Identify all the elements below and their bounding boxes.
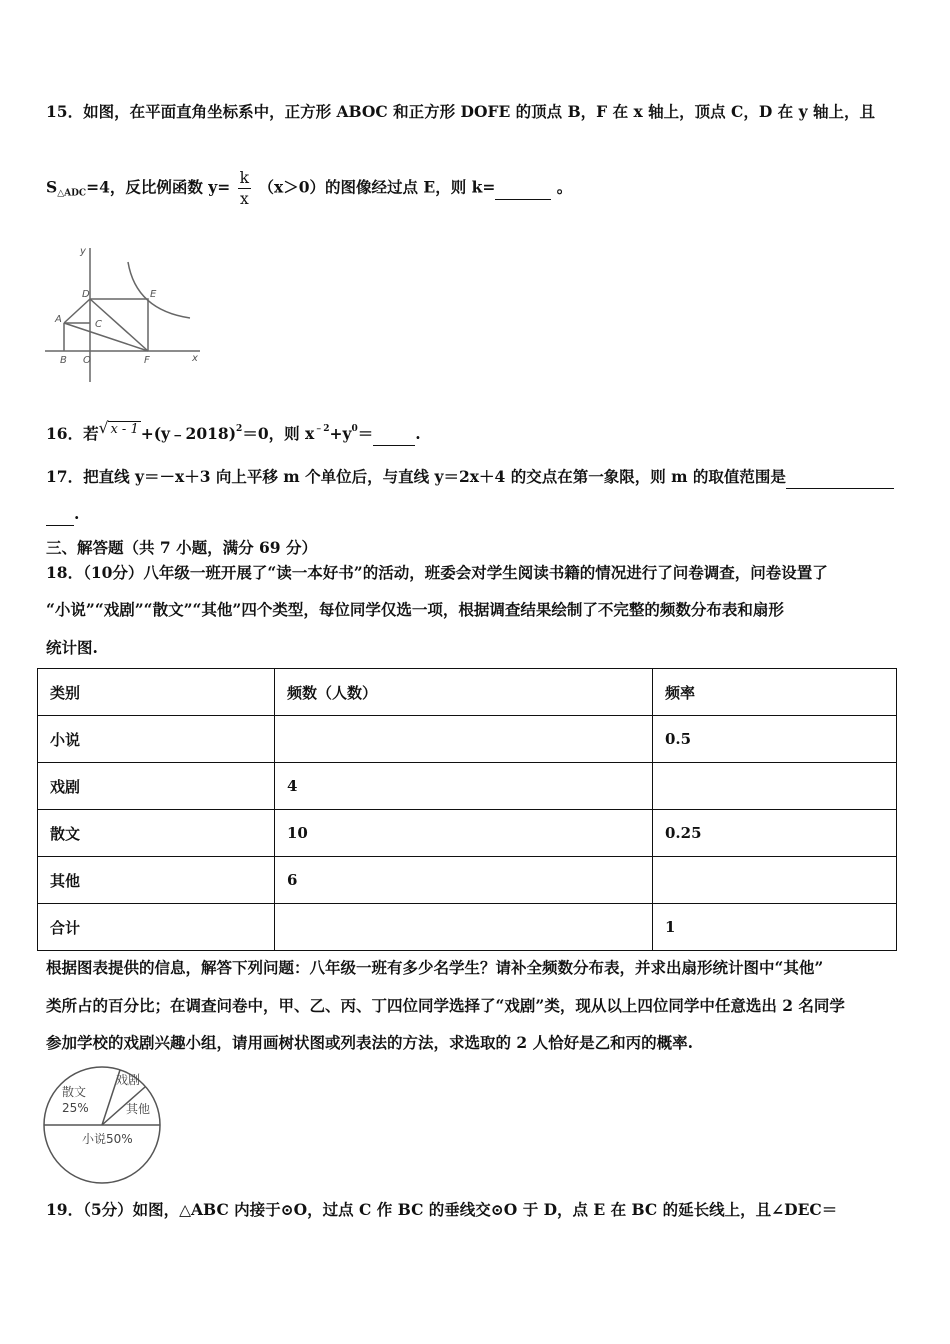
table-cell: 6 — [275, 857, 653, 904]
pie-label-sanwen: 散文 — [62, 1085, 87, 1099]
hyperbola-curve — [128, 262, 190, 318]
label-y: y — [80, 246, 86, 257]
table-cell: 0.5 — [653, 716, 897, 763]
table-row — [38, 857, 897, 904]
q19-line1: 19．（5分）如图，△ABC 内接于⊙O，过点 C 作 BC 的垂线交⊙O 于 D，点 E 在 BC 的延长线上，且∠DEC＝ — [46, 1200, 838, 1219]
label-a: A — [55, 314, 62, 325]
table-cell: 0.25 — [653, 810, 897, 857]
pie-label-sanwen-pct: 25% — [62, 1101, 89, 1115]
table-header: 频数（人数） — [275, 669, 653, 716]
table-cell — [275, 904, 653, 951]
table-cell: 散文 — [38, 810, 275, 857]
pie-label-xiju: 戏剧 — [116, 1073, 141, 1087]
q16-mid: +(y﹣2018) — [140, 424, 237, 443]
table-header: 频率 — [653, 669, 897, 716]
table-cell: 其他 — [38, 857, 275, 904]
q15-figure — [40, 240, 210, 390]
q17-line2 — [46, 503, 904, 526]
table-cell: 合计 — [38, 904, 275, 951]
segment-ad — [64, 299, 90, 323]
table-cell: 小说 — [38, 716, 275, 763]
table-cell: 1 — [653, 904, 897, 951]
q15-frac-den: x — [239, 190, 249, 208]
table-header: 类别 — [38, 669, 275, 716]
q16-end: . — [415, 424, 421, 443]
q16-mid4: ＝ — [357, 424, 374, 443]
table-cell — [653, 763, 897, 810]
q16-mid2: ＝0，则 x — [242, 424, 315, 443]
label-c: C — [95, 319, 102, 330]
q15-fraction — [238, 168, 251, 209]
q17 — [46, 466, 904, 489]
q15-s-rest: =4，反比例函数 y= — [86, 177, 231, 197]
q16-sqrt: √ x - 1 — [98, 419, 139, 437]
label-d: D — [82, 289, 90, 300]
q17-end: . — [74, 504, 80, 523]
table-cell — [275, 716, 653, 763]
q16-answer-blank[interactable] — [373, 423, 415, 446]
q15-answer-blank[interactable] — [495, 177, 551, 200]
q15-s-sub: △ADC — [57, 188, 87, 199]
table-row — [38, 716, 897, 763]
label-x: x — [192, 353, 198, 364]
q18-line3: 统计图. — [46, 638, 98, 657]
q17-line1: 17．把直线 y＝－x＋3 向上平移 m 个单位后，与直线 y＝2x＋4 的交点在第一象限，则 m 的取值范围是 — [46, 467, 786, 486]
pie-label-qita: 其他 — [126, 1102, 151, 1116]
q15-tail: （x＞0）的图像经过点 E，则 k= — [258, 177, 496, 197]
q18-line2: “小说”“戏剧”“散文”“其他”四个类型，每位同学仅选一项，根据调查结果绘制了不完整的频数分布表和扇形 — [46, 600, 784, 619]
table-cell: 4 — [275, 763, 653, 810]
q18-after-line2: 类所占的百分比；在调查问卷中，甲、乙、丙、丁四位同学选择了“戏剧”类，现从以上四位同学中任意选出 2 名同学 — [46, 996, 845, 1015]
frequency-table — [37, 668, 897, 951]
q15-line2 — [46, 168, 904, 209]
label-e: E — [150, 289, 157, 300]
q15-line1: 15．如图，在平面直角坐标系中，正方形 ABOC 和正方形 DOFE 的顶点 B，F 在 x 轴上，顶点 C，D 在 y 轴上，且 — [46, 102, 875, 121]
table-cell: 戏剧 — [38, 763, 275, 810]
segment-af — [64, 323, 148, 351]
q15-s-label: S — [46, 177, 58, 197]
q18-after-line3: 参加学校的戏剧兴趣小组，请用画树状图或列表法的方法，求选取的 2 人恰好是乙和丙的概率. — [46, 1033, 693, 1052]
q17-answer-blank[interactable] — [786, 466, 894, 489]
table-row — [38, 763, 897, 810]
q15-frac-num: k — [239, 169, 250, 187]
table-header-row — [38, 669, 897, 716]
label-b: B — [60, 355, 67, 366]
q17-answer-blank-cont[interactable] — [46, 503, 74, 526]
section-3-title: 三、解答题（共 7 小题，满分 69 分） — [46, 538, 317, 557]
q15-end: 。 — [556, 177, 573, 197]
pie-label-xiaoshuo: 小说50% — [82, 1132, 133, 1146]
table-row — [38, 810, 897, 857]
q16-sup-neg2: ﹣2 — [314, 424, 330, 434]
q16-radicand: x - 1 — [110, 422, 139, 437]
label-f: F — [144, 355, 150, 366]
q18-line1: 18．（10分）八年级一班开展了“读一本好书”的活动，班委会对学生阅读书籍的情况进行了问卷调查，问卷设置了 — [46, 563, 828, 582]
q16-sup0: 0 — [351, 424, 358, 434]
table-row — [38, 904, 897, 951]
table-cell: 10 — [275, 810, 653, 857]
q16-mid3: +y — [329, 424, 352, 443]
table-cell — [653, 857, 897, 904]
q16-sup2: 2 — [236, 424, 243, 434]
q16 — [46, 418, 904, 447]
pie-chart — [40, 1063, 165, 1188]
label-o: O — [83, 355, 91, 366]
q16-prefix: 16．若 — [46, 424, 99, 443]
q18-after-line1: 根据图表提供的信息，解答下列问题：八年级一班有多少名学生？请补全频数分布表，并求出扇形统计图中“其他” — [46, 958, 824, 977]
